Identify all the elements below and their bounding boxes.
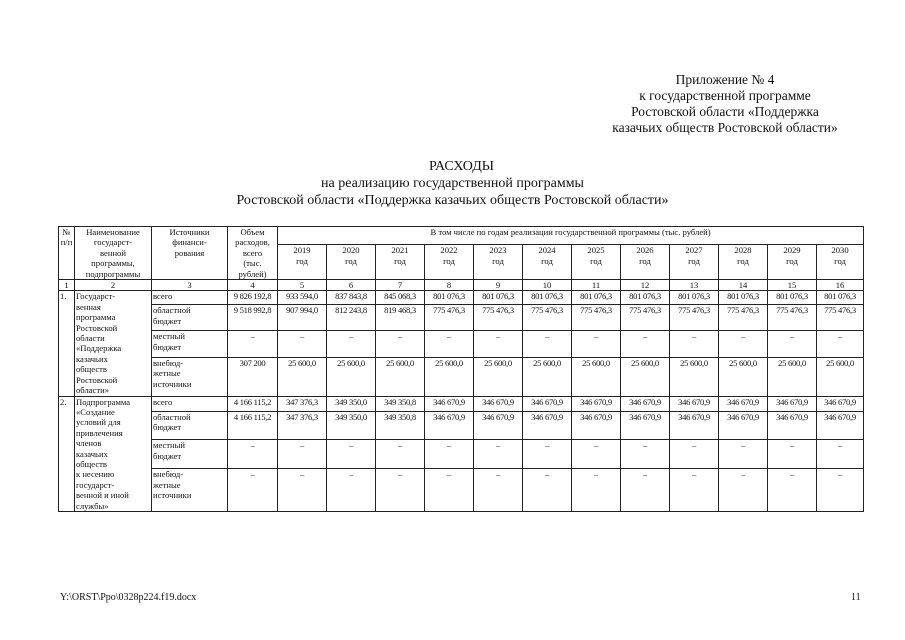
year-value: 346 670,9 [474,396,523,411]
cell-line: финанси- [172,237,207,248]
total-value: – [228,469,278,512]
header-years-caption: В том числе по годам реализации государственной программы (тыс. рублей) [278,227,864,245]
cell-line: внебюд- [153,357,184,368]
year-value: – [425,331,474,357]
year-value: 801 076,3 [572,291,621,305]
year-value: – [719,469,768,512]
year-value: 346 670,9 [768,396,817,411]
year-value: 25 600,0 [670,357,719,396]
header-row [59,227,864,245]
header-source [152,227,228,280]
year-value: 349 350,8 [376,396,425,411]
year-value: – [817,331,864,357]
year-value: 775 476,3 [817,305,864,331]
funding-source [152,357,228,396]
year-value: 775 476,3 [572,305,621,331]
column-number: 12 [621,280,670,291]
funding-source [152,396,228,411]
year-value: 346 670,9 [621,396,670,411]
cell-line: п/п [60,237,73,248]
total-value: 307 200 [228,357,278,396]
year-number: 2024 [538,245,556,256]
cell-line: Наименование [86,227,140,237]
cell-line: членов [76,438,102,449]
header-year-2027 [670,245,719,280]
year-word: год [541,255,553,266]
total-value: 4 166 115,2 [228,396,278,411]
funding-source [152,469,228,512]
column-number: 14 [719,280,768,291]
cell-line: обществ [76,458,107,469]
year-value: – [572,469,621,512]
year-value: – [621,469,670,512]
year-value: – [376,469,425,512]
funding-source [152,411,228,440]
header-year-2020 [327,245,376,280]
cell-line: всего [153,396,173,407]
year-number: 2030 [831,245,849,256]
year-word: год [834,255,846,266]
table-row [59,396,864,411]
year-number: 2019 [293,245,311,256]
cell-line: казачьих [76,448,108,459]
header-year-2025 [572,245,621,280]
cell-line: службы» [76,500,109,511]
year-value: – [425,440,474,469]
year-value: – [523,469,572,512]
cell-line: Источники [169,227,210,237]
funding-source [152,440,228,469]
cell-line: области [76,333,105,344]
cell-line: государст- [76,479,115,490]
year-value: – [327,440,376,469]
year-word: год [345,255,357,266]
year-value: 346 670,9 [523,396,572,411]
appendix-line: казачьих обществ Ростовской области» [612,120,838,135]
year-value: 812 243,8 [327,305,376,331]
cell-line: местный [153,331,186,342]
year-number: 2028 [734,245,752,256]
appendix-line: Ростовской области «Поддержка [631,104,819,119]
column-numbers-row [59,280,864,291]
header-year-2019 [278,245,327,280]
total-value: – [228,440,278,469]
year-value: 801 076,3 [670,291,719,305]
cell-line: области» [76,385,110,396]
cell-line: условий для [76,417,121,428]
program-name [75,396,152,511]
year-value: 346 670,9 [719,396,768,411]
year-value: – [572,440,621,469]
cell-line: программы, [91,258,135,269]
year-value: – [621,440,670,469]
year-value: – [719,440,768,469]
cell-line: областной [153,411,191,422]
year-value: 25 600,0 [719,357,768,396]
cell-line: жетные [153,368,181,379]
year-value: 801 076,3 [523,291,572,305]
cell-line: рования [174,247,205,258]
cell-line: Государст- [76,291,116,302]
table-row [59,440,864,469]
cell-line: всего [242,247,263,258]
year-value: 25 600,0 [768,357,817,396]
year-value: 775 476,3 [768,305,817,331]
cell-line: венной и иной [76,490,129,501]
year-value: – [474,440,523,469]
total-value: 9 826 192,8 [228,291,278,305]
year-value: 349 350,0 [327,396,376,411]
year-value: 25 600,0 [376,357,425,396]
year-value: 346 670,9 [817,411,864,440]
header-num [59,227,75,280]
table-row [59,411,864,440]
year-value: 25 600,0 [278,357,327,396]
year-value: 346 670,9 [719,411,768,440]
total-value: – [228,331,278,357]
column-number: 15 [768,280,817,291]
year-value: 346 670,9 [768,411,817,440]
table-row [59,291,864,305]
year-value: 775 476,3 [621,305,670,331]
year-value: 25 600,0 [523,357,572,396]
header-year-2024 [523,245,572,280]
column-number: 16 [817,280,864,291]
year-value: 907 994,0 [278,305,327,331]
year-value: – [768,331,817,357]
year-value: 801 076,3 [425,291,474,305]
total-value: 9 518 992,8 [228,305,278,331]
year-value: – [670,331,719,357]
column-number: 1 [59,280,75,291]
year-value: – [670,469,719,512]
year-value: 801 076,3 [719,291,768,305]
year-word: год [296,255,308,266]
year-value: 801 076,3 [621,291,670,305]
cell-line: «Создание [76,406,115,417]
cell-line: Ростовской [76,374,118,385]
header-year-2030 [817,245,864,280]
year-value: – [621,331,670,357]
year-value: – [719,331,768,357]
column-number: 9 [474,280,523,291]
year-value: 346 670,9 [523,411,572,440]
cell-line: № [62,227,71,237]
year-value: – [474,331,523,357]
year-value: – [278,440,327,469]
header-year-2026 [621,245,670,280]
year-value: – [523,440,572,469]
year-word: год [688,255,700,266]
year-value: 845 068,3 [376,291,425,305]
funding-source [152,305,228,331]
funding-source [152,291,228,305]
year-value: 25 600,0 [474,357,523,396]
year-word: год [737,255,749,266]
year-value: 349 350,8 [376,411,425,440]
year-value: 775 476,3 [425,305,474,331]
year-value: 933 594,0 [278,291,327,305]
year-value: 25 600,0 [425,357,474,396]
year-value: – [523,331,572,357]
header-year-2029 [768,245,817,280]
year-value: 25 600,0 [621,357,670,396]
year-value: 837 843,8 [327,291,376,305]
year-value: – [327,469,376,512]
column-number: 5 [278,280,327,291]
program-name [75,291,152,396]
cell-line: Ростовской [76,322,118,333]
year-value: 346 670,9 [474,411,523,440]
year-number: 2029 [783,245,801,256]
column-number: 8 [425,280,474,291]
year-word: год [394,255,406,266]
year-value: 346 670,9 [425,411,474,440]
appendix-block [580,72,870,136]
appendix-line: к государственной программе [639,88,811,103]
year-value: – [768,440,817,469]
row-number: 2. [59,396,75,511]
year-value: – [278,469,327,512]
cell-line: источники [153,378,192,389]
year-word: год [590,255,602,266]
cell-line: жетные [153,479,181,490]
header-year-2028 [719,245,768,280]
year-value: – [474,469,523,512]
year-value: 346 670,9 [572,396,621,411]
cell-line: обществ [76,364,107,375]
heading-title: РАСХОДЫ [429,159,494,174]
year-value: – [817,440,864,469]
cell-line: (тыс. [243,258,262,269]
year-value: 349 350,0 [327,411,376,440]
document-heading [0,158,905,209]
year-value: 801 076,3 [474,291,523,305]
row-number: 1. [59,291,75,396]
table-row [59,331,864,357]
column-number: 11 [572,280,621,291]
cell-line: венная [76,301,101,312]
cell-line: бюджет [153,450,182,461]
year-number: 2021 [391,245,409,256]
column-number: 13 [670,280,719,291]
year-value: – [376,331,425,357]
year-value: 347 376,3 [278,411,327,440]
cell-line: Подпрограмма [76,396,131,407]
column-number: 3 [152,280,228,291]
column-number: 10 [523,280,572,291]
header-year-2021 [376,245,425,280]
cell-line: «Поддержка [76,343,122,354]
year-value: – [327,331,376,357]
year-word: год [786,255,798,266]
cell-line: источники [153,490,192,501]
header-name [75,227,152,280]
year-value: 775 476,3 [523,305,572,331]
cell-line: к несению [76,469,115,480]
column-number: 7 [376,280,425,291]
year-value: 25 600,0 [327,357,376,396]
year-number: 2023 [489,245,507,256]
year-value: 25 600,0 [572,357,621,396]
cell-line: программа [76,312,116,323]
year-value: – [278,331,327,357]
year-value: 25 600,0 [817,357,864,396]
header-year-2023 [474,245,523,280]
column-number: 2 [75,280,152,291]
year-number: 2026 [636,245,654,256]
year-value: 346 670,9 [817,396,864,411]
year-value: – [817,469,864,512]
cell-line: подпрограммы [85,268,141,279]
footer-file-path: Y:\ORST\Ppo\0328p224.f19.docx [60,592,197,603]
cell-line: местный [153,440,186,451]
year-number: 2022 [440,245,458,256]
table-row [59,305,864,331]
year-word: год [492,255,504,266]
year-word: год [639,255,651,266]
year-value: – [376,440,425,469]
year-value: – [670,440,719,469]
year-value: 775 476,3 [670,305,719,331]
year-value: 801 076,3 [817,291,864,305]
heading-line: Ростовской области «Поддержка казачьих обществ Ростовской области» [236,193,669,208]
year-word: год [443,255,455,266]
year-value: 347 376,3 [278,396,327,411]
cell-line: всего [153,291,173,302]
year-value: 775 476,3 [719,305,768,331]
year-number: 2027 [685,245,703,256]
funding-source [152,331,228,357]
year-value: – [768,469,817,512]
table-row [59,469,864,512]
cell-line: рублей) [238,268,267,279]
year-value: 801 076,3 [768,291,817,305]
year-value: 346 670,9 [572,411,621,440]
year-value: 346 670,9 [670,396,719,411]
cell-line: казачьих [76,353,108,364]
cell-line: расходов, [235,237,270,248]
table-row [59,357,864,396]
year-value: – [572,331,621,357]
header-volume [228,227,278,280]
year-number: 2025 [587,245,605,256]
year-value: 346 670,9 [425,396,474,411]
year-value: 819 468,3 [376,305,425,331]
cell-line: бюджет [153,422,182,432]
cell-line: бюджет [153,341,182,352]
appendix-line: Приложение № 4 [675,72,775,87]
cell-line: Объем [240,227,265,237]
total-value: 4 166 115,2 [228,411,278,440]
cell-line: венной [100,247,126,258]
cell-line: государст- [93,237,133,248]
year-value: 775 476,3 [474,305,523,331]
cell-line: внебюд- [153,469,184,480]
year-value: 346 670,9 [621,411,670,440]
column-number: 6 [327,280,376,291]
cell-line: областной [153,305,191,316]
cell-line: привлечения [76,427,123,438]
column-number: 4 [228,280,278,291]
heading-line: на реализацию государственной программы [321,176,584,191]
header-year-2022 [425,245,474,280]
expenses-table [58,226,864,512]
page-number: 11 [851,592,861,603]
year-number: 2020 [342,245,360,256]
year-value: 346 670,9 [670,411,719,440]
year-value: – [425,469,474,512]
cell-line: бюджет [153,315,182,326]
